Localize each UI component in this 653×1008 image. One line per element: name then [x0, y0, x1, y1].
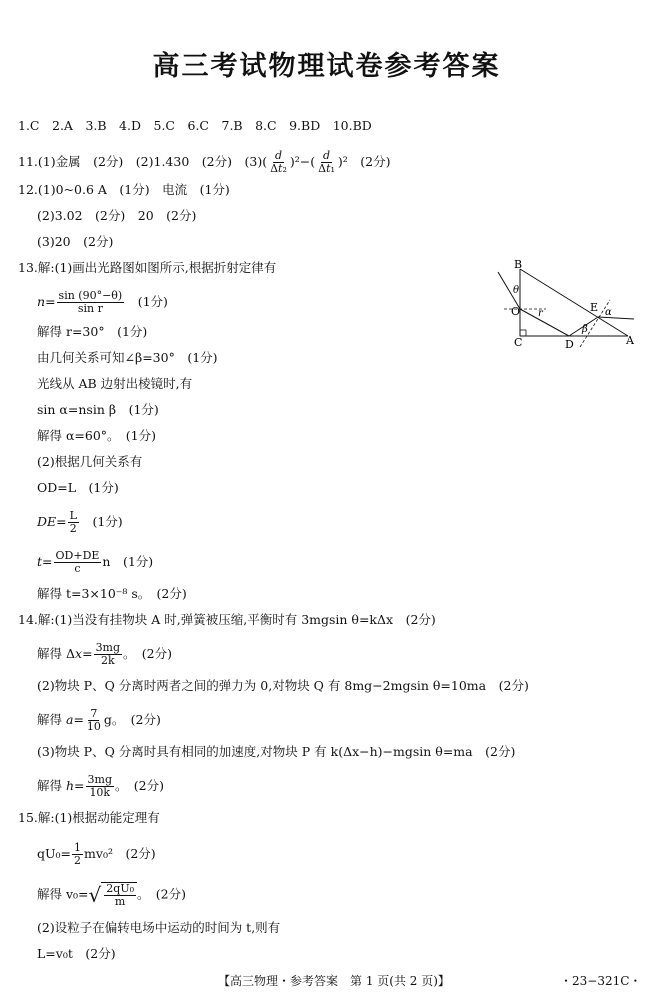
- label-e: E: [590, 301, 599, 314]
- answer-14-line1: 14.解:(1)当没有挂物块 A 时,弹簧被压缩,平衡时有 3mgsin θ=kΔx (2分): [18, 612, 436, 627]
- footer-code: ・23−321C・: [560, 974, 642, 988]
- answer-13-line9: OD=L (1分): [37, 480, 119, 495]
- footer-page-info: 【高三物理・参考答案 第 1 页(共 2 页)】: [218, 974, 450, 988]
- answer-15-line5: L=v₀t (2分): [37, 946, 116, 961]
- label-theta: θ: [513, 285, 520, 296]
- label-alpha: α: [605, 307, 612, 318]
- answer-13-line5: 光线从 AB 边射出棱镜时,有: [37, 376, 193, 391]
- answer-13-line6: sin α=nsin β (1分): [37, 402, 159, 417]
- answer-14-a: 解得 a= $\frac{7}{10}$ g。 (2分): [37, 707, 161, 733]
- label-o: O: [511, 305, 521, 318]
- answer-15-velocity: 解得 v₀= √ $\frac{\text{2qU₀}}{m}$ 。 (2分): [37, 882, 186, 908]
- answer-13-line12: 解得 t=3×10⁻⁸ s。 (2分): [37, 586, 187, 601]
- answer-13-de: DE= $\frac{L}{2}$ (1分): [37, 509, 123, 535]
- answer-13-line1: 13.解:(1)画出光路图如图所示,根据折射定律有: [18, 260, 277, 275]
- answer-15-energy: qU₀= $\frac{1}{2}$ mv₀² (2分): [37, 841, 156, 867]
- answer-14-line3: (2)物块 P、Q 分离时两者之间的弹力为 0,对物块 Q 有 8mg−2mgsin θ=10ma (2分): [37, 678, 529, 693]
- answer-11: 11.(1)金属 (2分) (2)1.430 (2分) (3)( $\frac{d}{\text{Δt₂}}$ )²−( $\frac{d}{\text{Δt₁}}$ )² (2分): [18, 149, 391, 175]
- answer-15-line1: 15.解:(1)根据动能定理有: [18, 810, 160, 825]
- answer-14-dx: 解得 Δx= $\frac{3mg}{2k}$ 。 (2分): [37, 641, 173, 667]
- answer-12-line1: 12.(1)0~0.6 A (1分) 电流 (1分): [18, 182, 230, 197]
- answer-12-line2: (2)3.02 (2分) 20 (2分): [37, 208, 197, 223]
- answer-13-line8: (2)根据几何关系有: [37, 454, 143, 469]
- answer-12-line3: (3)20 (2分): [37, 234, 114, 249]
- label-b: B: [514, 258, 523, 271]
- answer-13-line3: 解得 r=30° (1分): [37, 324, 148, 339]
- label-beta: β: [582, 324, 588, 335]
- label-d: D: [565, 338, 574, 350]
- page-title: 高三考试物理试卷参考答案: [152, 51, 501, 82]
- answer-13-t: t= $\frac{OD+DE}{c}$ n (1分): [37, 549, 154, 575]
- answer-13-refraction: n= $\frac{\sin (90^\circ-\theta)}{\text{sin r}}$ (1分): [37, 289, 168, 315]
- prism-diagram: [494, 258, 644, 350]
- label-r: r: [538, 308, 543, 319]
- answer-14-line5: (3)物块 P、Q 分离时具有相同的加速度,对物块 P 有 k(Δx−h)−mgsin θ=ma (2分): [37, 744, 516, 759]
- answer-13-line4: 由几何关系可知∠β=30° (1分): [37, 350, 218, 365]
- label-c: C: [514, 336, 523, 349]
- answers-1-10: 1.C 2.A 3.B 4.D 5.C 6.C 7.B 8.C 9.BD 10.BD: [18, 118, 372, 133]
- label-a: A: [626, 334, 634, 347]
- answer-15-line4: (2)设粒子在偏转电场中运动的时间为 t,则有: [37, 920, 281, 935]
- answer-13-line7: 解得 α=60°。 (1分): [37, 428, 157, 443]
- answer-14-h: 解得 h= $\frac{3mg}{10k}$ 。 (2分): [37, 773, 164, 799]
